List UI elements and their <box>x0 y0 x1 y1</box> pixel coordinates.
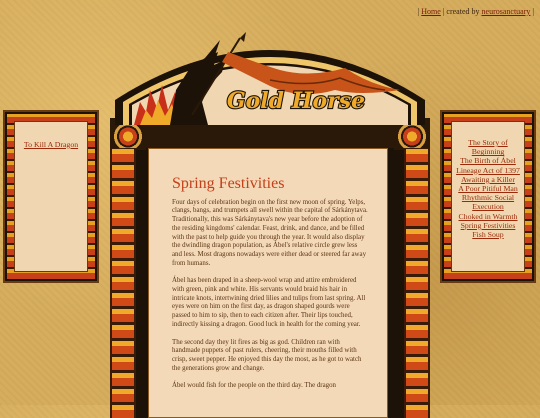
creator-link[interactable]: neurosanctuary <box>481 7 531 16</box>
right-nav-panel <box>440 110 536 283</box>
paragraph-4: Ábel would fish for the people on the third day. The dragon <box>172 382 336 390</box>
dragon-horn-icon <box>205 40 220 58</box>
left-nav-panel <box>3 110 99 283</box>
header-arch-art <box>110 30 430 125</box>
content-area <box>148 148 388 418</box>
paragraph-1: Four days of celebration begin on the first new moon of spring. Yelps, clangs, bangs, and trumpets all swell within the capital of Sárkánytava. Traditionally, this was Sárkánytava's new year before the adoption of the residing kingdoms' calendar. Feast, drink, and dance, and be filled with the past to help guide you through the year. It would also display the dwindling dragon population, as Ábel's relative circle grew less and less. Most dragons nowadays were either dead or steered far away from humans. <box>172 198 368 267</box>
nav-link-fish-soup[interactable]: Fish Soup <box>472 230 504 240</box>
nav-link-choked-in-warmth[interactable]: Choked in Warmth <box>458 211 518 221</box>
right-panel-inner <box>451 121 525 272</box>
paragraph-2: Ábel has been draped in a sheep-wool wrap and attire embroidered with green, pink and white. His servants would braid his hair in intricate knots, intertwining dried lilies and tulips from last spring. All eyes were on him on the first day, as dragon shaped gourds were passed to him to sip, then to each citizen after. Their lips touched, indirectly kissing a dragon. Good luck in health for the coming year. <box>172 277 366 328</box>
nav-link-poor-pitiful-man[interactable]: A Poor Pitiful Man <box>458 184 518 194</box>
nav-pipe-close: | <box>532 7 534 16</box>
spear-tip-icon <box>240 32 246 42</box>
main-content-frame <box>110 118 430 418</box>
header-banner <box>110 30 430 125</box>
left-panel-inner <box>14 121 88 272</box>
created-by-text: | created by <box>442 7 480 16</box>
nav-pipe-open: | <box>417 7 420 16</box>
home-link[interactable]: Home <box>421 7 441 16</box>
paragraph-3: The second day they lit fires as big as god. Children ran with handmade puppets of past rulers, cheering, their mouths filled with crisp, sweet pepper. He enjoyed this day the most, as he got to watch the generations grow and change. <box>172 338 362 372</box>
nav-link-spring-festivities[interactable]: Spring Festivities <box>460 220 516 230</box>
left-ornament-strip <box>110 148 136 418</box>
nav-link-to-kill-a-dragon[interactable]: To Kill A Dragon <box>23 140 79 149</box>
nav-link-awaiting-a-killer[interactable]: Awaiting a Killer <box>461 174 515 184</box>
page-title: Spring Festivities <box>172 175 285 192</box>
top-nav <box>418 7 534 16</box>
article <box>172 175 368 400</box>
nav-link-lineage-act[interactable]: Lineage Act of 1397 <box>456 165 520 175</box>
nav-link-birth-of-abel[interactable]: The Birth of Ábel <box>460 156 516 166</box>
nav-link-story-of-beginning[interactable]: The Story of Beginning <box>468 138 508 157</box>
logo-text: Gold Horse <box>226 88 366 114</box>
right-ornament-strip <box>404 148 430 418</box>
nav-link-rhythmic-social-execution[interactable]: Rhythmic Social Execution <box>461 193 515 212</box>
